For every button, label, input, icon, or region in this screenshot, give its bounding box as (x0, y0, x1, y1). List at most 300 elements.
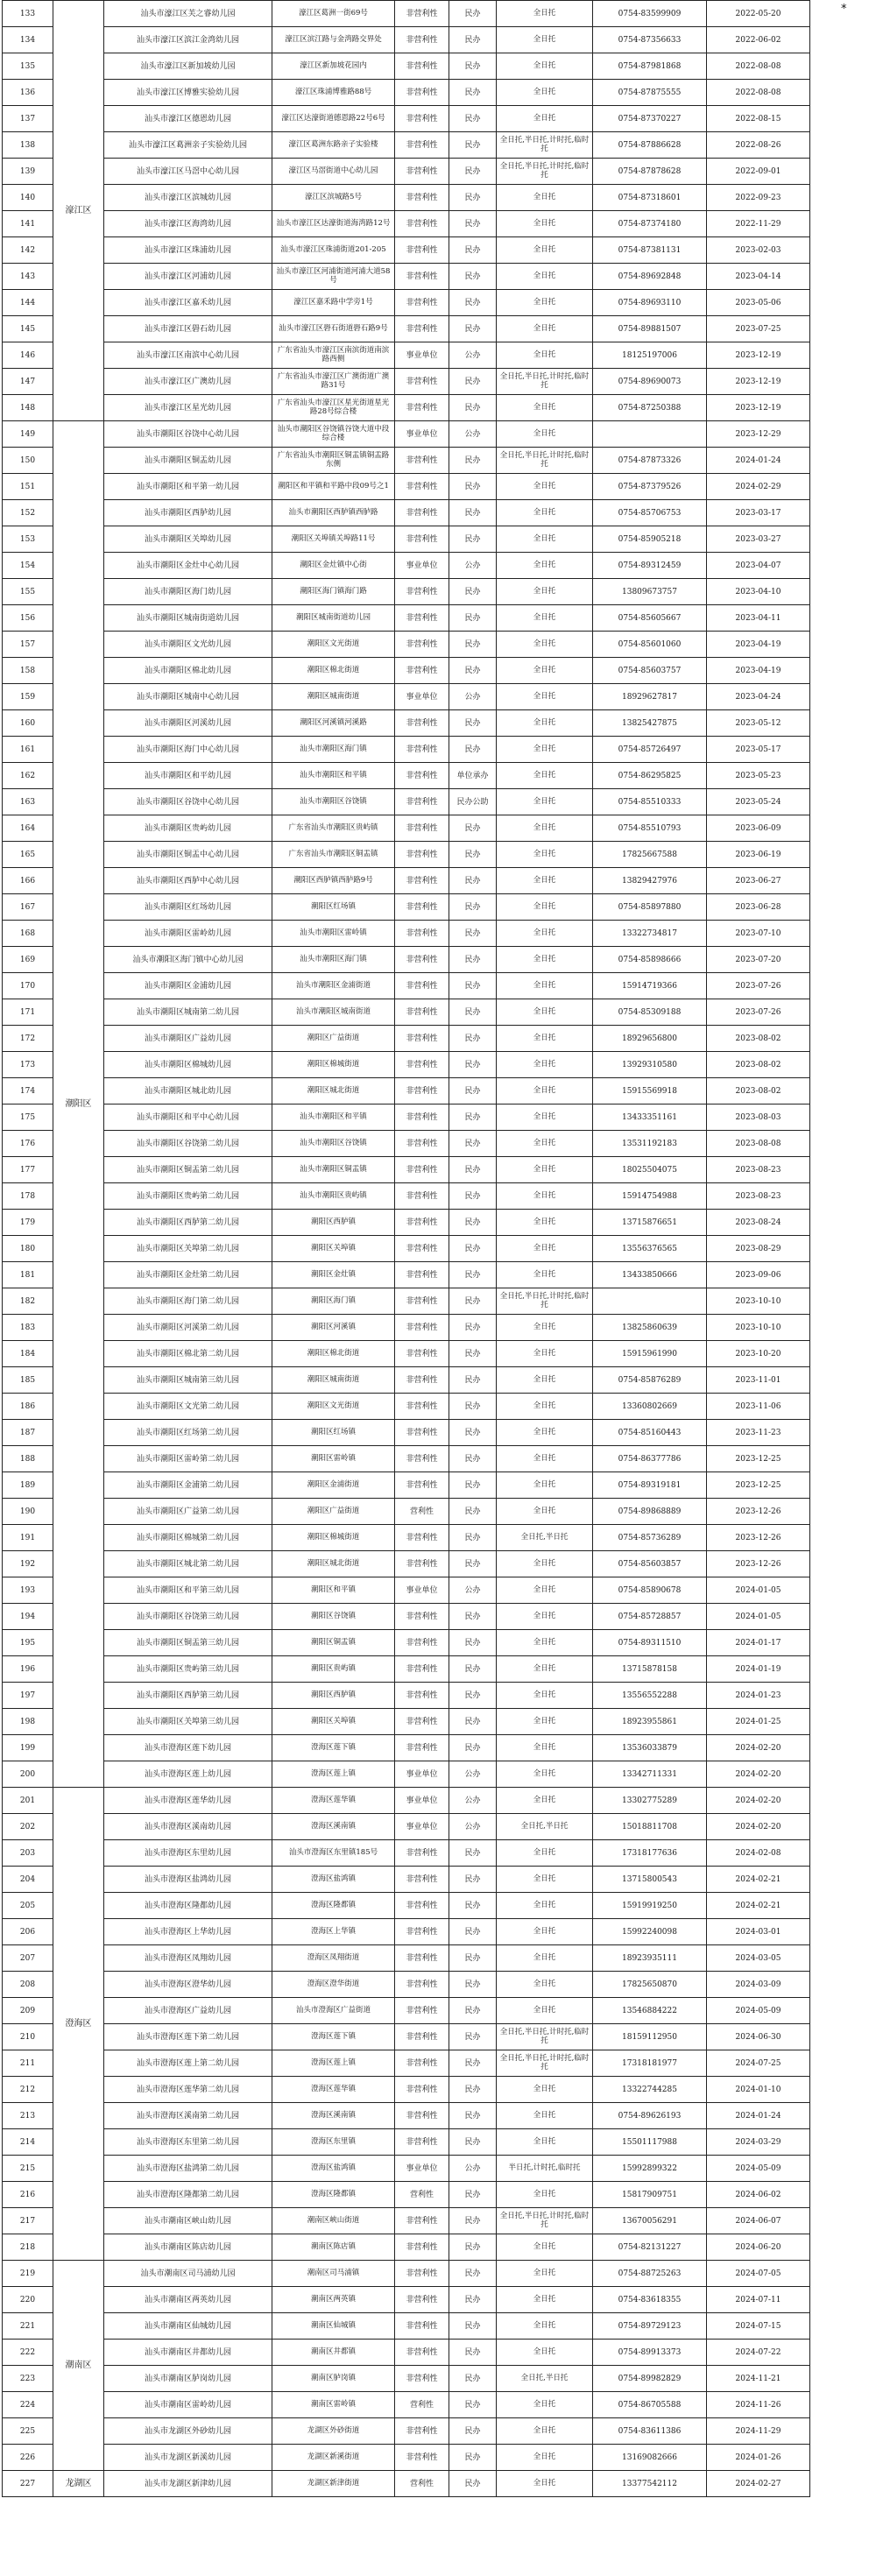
nature-cell: 非营利性 (395, 2287, 449, 2313)
table-row (3, 1499, 810, 1525)
kindergarten-name: 汕头市潮阳区关埠幼儿园 (104, 526, 272, 553)
kindergarten-name: 汕头市潮阳区城北幼儿园 (104, 1078, 272, 1105)
row-number: 161 (3, 737, 53, 763)
kindergarten-name: 汕头市潮南区仙城幼儿园 (104, 2313, 272, 2340)
date-cell: 2023-07-10 (707, 921, 810, 947)
phone-cell (593, 421, 707, 448)
row-number: 134 (3, 27, 53, 53)
type-cell: 民办 (449, 316, 497, 342)
date-cell: 2022-08-15 (707, 106, 810, 132)
nature-cell: 非营利性 (395, 1262, 449, 1288)
phone-cell: 15919919250 (593, 1893, 707, 1919)
address-cell: 潮阳区和平镇 (272, 1577, 395, 1604)
phone-cell: 17825667588 (593, 842, 707, 868)
kindergarten-name: 汕头市潮阳区铜盂中心幼儿园 (104, 842, 272, 868)
address-cell: 潮阳区西胪镇 (272, 1683, 395, 1709)
type-cell: 民办 (449, 973, 497, 999)
address-cell: 广东省汕头市濠江区广澳街道广澳路31号 (272, 369, 395, 395)
date-cell: 2023-10-20 (707, 1341, 810, 1367)
nature-cell: 非营利性 (395, 1183, 449, 1210)
date-cell: 2023-06-19 (707, 842, 810, 868)
type-cell: 民办 (449, 1157, 497, 1183)
kindergarten-name: 汕头市潮阳区西胪中心幼儿园 (104, 868, 272, 894)
row-number: 146 (3, 342, 53, 369)
kindergarten-name: 汕头市潮阳区城南街道幼儿园 (104, 605, 272, 632)
address-cell: 潮阳区城南街道幼儿园 (272, 605, 395, 632)
phone-cell: 15992240098 (593, 1919, 707, 1945)
kindergarten-name: 汕头市澄海区盐鸿幼儿园 (104, 1867, 272, 1893)
date-cell: 2023-05-06 (707, 290, 810, 316)
type-cell: 民办 (449, 999, 497, 1026)
table-row (3, 605, 810, 632)
row-number: 155 (3, 579, 53, 605)
date-cell: 2024-01-05 (707, 1577, 810, 1604)
type-cell: 民办 (449, 132, 497, 159)
table-row (3, 264, 810, 290)
nature-cell: 非营利性 (395, 2313, 449, 2340)
table-row (3, 1341, 810, 1367)
kindergarten-name: 汕头市潮阳区谷饶中心幼儿园 (104, 421, 272, 448)
row-number: 226 (3, 2445, 53, 2471)
kindergarten-name: 汕头市澄海区隆都第二幼儿园 (104, 2182, 272, 2208)
date-cell: 2024-01-23 (707, 1683, 810, 1709)
table-row (3, 684, 810, 710)
phone-cell: 0754-87250388 (593, 395, 707, 421)
phone-cell: 0754-87370227 (593, 106, 707, 132)
type-cell: 民办 (449, 1893, 497, 1919)
phone-cell: 18929627817 (593, 684, 707, 710)
table-row (3, 1420, 810, 1446)
nature-cell: 非营利性 (395, 2103, 449, 2129)
service-cell: 全日托 (497, 1577, 593, 1604)
kindergarten-name: 汕头市潮阳区贵屿第二幼儿园 (104, 1183, 272, 1210)
district-cell: 澄海区 (53, 1788, 104, 2261)
row-number: 208 (3, 1972, 53, 1998)
table-row (3, 1105, 810, 1131)
phone-cell: 18159112950 (593, 2024, 707, 2050)
type-cell: 民办 (449, 2471, 497, 2497)
kindergarten-name: 汕头市龙湖区新溪幼儿园 (104, 2445, 272, 2471)
phone-cell: 13536033879 (593, 1735, 707, 1761)
nature-cell: 非营利性 (395, 999, 449, 1026)
phone-cell: 0754-87318601 (593, 185, 707, 211)
service-cell: 全日托 (497, 1735, 593, 1761)
nature-cell: 非营利性 (395, 632, 449, 658)
phone-cell: 13715878158 (593, 1656, 707, 1683)
row-number: 139 (3, 159, 53, 185)
table-row (3, 80, 810, 106)
row-number: 169 (3, 947, 53, 973)
nature-cell: 非营利性 (395, 1972, 449, 1998)
row-number: 172 (3, 1026, 53, 1052)
row-number: 215 (3, 2156, 53, 2182)
kindergarten-name: 汕头市澄海区隆都幼儿园 (104, 1893, 272, 1919)
address-cell: 广东省汕头市潮阳区铜盂镇 (272, 842, 395, 868)
phone-cell: 13809673757 (593, 579, 707, 605)
service-cell: 全日托 (497, 553, 593, 579)
kindergarten-name: 汕头市潮阳区海门镇中心幼儿园 (104, 947, 272, 973)
date-cell: 2023-06-27 (707, 868, 810, 894)
row-number: 142 (3, 237, 53, 264)
kindergarten-name: 汕头市澄海区莲上幼儿园 (104, 1761, 272, 1788)
service-cell: 全日托 (497, 395, 593, 421)
type-cell: 民办 (449, 290, 497, 316)
type-cell: 民办 (449, 106, 497, 132)
nature-cell: 非营利性 (395, 185, 449, 211)
kindergarten-name: 汕头市濠江区珠浦幼儿园 (104, 237, 272, 264)
date-cell: 2023-08-02 (707, 1078, 810, 1105)
nature-cell: 非营利性 (395, 1105, 449, 1131)
kindergarten-name: 汕头市潮阳区和平中心幼儿园 (104, 1105, 272, 1131)
date-cell: 2024-03-09 (707, 1972, 810, 1998)
kindergarten-name: 汕头市潮阳区城南中心幼儿园 (104, 684, 272, 710)
table-row (3, 632, 810, 658)
service-cell: 全日托,半日托,计时托,临时托 (497, 2050, 593, 2077)
kindergarten-name: 汕头市潮阳区广益第二幼儿园 (104, 1499, 272, 1525)
phone-cell: 0754-86377786 (593, 1446, 707, 1472)
kindergarten-name: 汕头市潮阳区棉城幼儿园 (104, 1052, 272, 1078)
phone-cell: 0754-85706753 (593, 500, 707, 526)
type-cell: 民办 (449, 369, 497, 395)
table-row (3, 369, 810, 395)
nature-cell: 非营利性 (395, 132, 449, 159)
date-cell: 2023-12-26 (707, 1551, 810, 1577)
service-cell: 全日托 (497, 1604, 593, 1630)
phone-cell: 15817909751 (593, 2182, 707, 2208)
type-cell: 民办 (449, 2287, 497, 2313)
phone-cell: 13360802669 (593, 1394, 707, 1420)
phone-cell: 13825427875 (593, 710, 707, 737)
date-cell: 2023-12-26 (707, 1499, 810, 1525)
nature-cell: 非营利性 (395, 2234, 449, 2261)
row-number: 150 (3, 448, 53, 474)
service-cell: 全日托 (497, 1919, 593, 1945)
address-cell: 汕头市潮阳区海门镇 (272, 947, 395, 973)
nature-cell: 非营利性 (395, 2208, 449, 2234)
service-cell: 全日托 (497, 53, 593, 80)
row-number: 138 (3, 132, 53, 159)
phone-cell: 18025504075 (593, 1157, 707, 1183)
phone-cell: 0754-83611386 (593, 2418, 707, 2445)
row-number: 180 (3, 1236, 53, 1262)
kindergarten-name: 汕头市澄海区莲华幼儿园 (104, 1788, 272, 1814)
table-row (3, 2471, 810, 2497)
kindergarten-name: 汕头市潮阳区铜盂第二幼儿园 (104, 1157, 272, 1183)
table-row (3, 2313, 810, 2340)
service-cell: 全日托 (497, 80, 593, 106)
phone-cell: 0754-87886628 (593, 132, 707, 159)
service-cell: 全日托 (497, 815, 593, 842)
phone-cell: 0754-88725263 (593, 2261, 707, 2287)
nature-cell: 非营利性 (395, 842, 449, 868)
table-row (3, 2392, 810, 2418)
type-cell: 民办 (449, 500, 497, 526)
service-cell: 全日托,半日托,计时托,临时托 (497, 159, 593, 185)
phone-cell: 18125197006 (593, 342, 707, 369)
kindergarten-name: 汕头市濠江区博雅实验幼儿园 (104, 80, 272, 106)
date-cell: 2024-02-21 (707, 1867, 810, 1893)
table-row (3, 1998, 810, 2024)
row-number: 188 (3, 1446, 53, 1472)
address-cell: 潮阳区文光街道 (272, 632, 395, 658)
service-cell: 全日托 (497, 684, 593, 710)
table-row (3, 1814, 810, 1840)
date-cell: 2024-07-22 (707, 2340, 810, 2366)
nature-cell: 非营利性 (395, 237, 449, 264)
type-cell: 民办 (449, 395, 497, 421)
phone-cell: 0754-86705588 (593, 2392, 707, 2418)
service-cell: 全日托 (497, 921, 593, 947)
date-cell: 2024-07-15 (707, 2313, 810, 2340)
nature-cell: 非营利性 (395, 763, 449, 789)
row-number: 152 (3, 500, 53, 526)
service-cell: 全日托 (497, 237, 593, 264)
phone-cell: 18929656800 (593, 1026, 707, 1052)
kindergarten-name: 汕头市潮南区两英幼儿园 (104, 2287, 272, 2313)
phone-cell: 0754-89692848 (593, 264, 707, 290)
date-cell: 2024-03-05 (707, 1945, 810, 1972)
date-cell: 2023-07-26 (707, 973, 810, 999)
kindergarten-name: 汕头市濠江区滨城幼儿园 (104, 185, 272, 211)
table-row (3, 106, 810, 132)
table-row (3, 2024, 810, 2050)
address-cell: 潮阳区河溪镇河溪路 (272, 710, 395, 737)
nature-cell: 营利性 (395, 2392, 449, 2418)
service-cell: 全日托,半日托 (497, 1525, 593, 1551)
address-cell: 潮南区仙城镇 (272, 2313, 395, 2340)
type-cell: 民办 (449, 1078, 497, 1105)
type-cell: 民办 (449, 1867, 497, 1893)
nature-cell: 非营利性 (395, 80, 449, 106)
address-cell: 濠江区新加坡花园内 (272, 53, 395, 80)
address-cell: 汕头市濠江区礐石街道礐石路9号 (272, 316, 395, 342)
service-cell: 全日托 (497, 1157, 593, 1183)
nature-cell: 非营利性 (395, 2129, 449, 2156)
row-number: 177 (3, 1157, 53, 1183)
nature-cell: 事业单位 (395, 1761, 449, 1788)
service-cell: 全日托 (497, 842, 593, 868)
service-cell: 全日托,半日托 (497, 1814, 593, 1840)
service-cell: 全日托 (497, 2261, 593, 2287)
nature-cell: 非营利性 (395, 159, 449, 185)
kindergarten-name: 汕头市潮南区陈店幼儿园 (104, 2234, 272, 2261)
nature-cell: 非营利性 (395, 1394, 449, 1420)
kindergarten-name: 汕头市潮阳区贵屿第三幼儿园 (104, 1656, 272, 1683)
kindergarten-name: 汕头市澄海区东里幼儿园 (104, 1840, 272, 1867)
date-cell: 2024-01-10 (707, 2077, 810, 2103)
kindergarten-name: 汕头市潮阳区红场第二幼儿园 (104, 1420, 272, 1446)
type-cell: 民办 (449, 815, 497, 842)
nature-cell: 非营利性 (395, 290, 449, 316)
service-cell: 全日托 (497, 421, 593, 448)
phone-cell: 17318181977 (593, 2050, 707, 2077)
nature-cell: 非营利性 (395, 448, 449, 474)
service-cell: 全日托 (497, 2340, 593, 2366)
phone-cell: 0754-85905218 (593, 526, 707, 553)
date-cell: 2022-08-08 (707, 80, 810, 106)
service-cell: 全日托 (497, 185, 593, 211)
phone-cell: 0754-85309188 (593, 999, 707, 1026)
service-cell: 全日托 (497, 1840, 593, 1867)
address-cell: 澄海区盐鸿镇 (272, 1867, 395, 1893)
kindergarten-name: 汕头市潮南区雷岭幼儿园 (104, 2392, 272, 2418)
type-cell: 民办 (449, 579, 497, 605)
service-cell: 全日托 (497, 1131, 593, 1157)
phone-cell: 0754-85510333 (593, 789, 707, 815)
nature-cell: 非营利性 (395, 1157, 449, 1183)
phone-cell: 0754-89319181 (593, 1472, 707, 1499)
nature-cell: 非营利性 (395, 1420, 449, 1446)
row-number: 191 (3, 1525, 53, 1551)
phone-cell: 0754-89690073 (593, 369, 707, 395)
row-number: 145 (3, 316, 53, 342)
row-number: 187 (3, 1420, 53, 1446)
row-number: 222 (3, 2340, 53, 2366)
nature-cell: 非营利性 (395, 2024, 449, 2050)
address-cell: 广东省汕头市濠江区星光街道星光路28号综合楼 (272, 395, 395, 421)
nature-cell: 非营利性 (395, 1604, 449, 1630)
row-number: 175 (3, 1105, 53, 1131)
nature-cell: 非营利性 (395, 894, 449, 921)
phone-cell: 0754-89312459 (593, 553, 707, 579)
phone-cell: 13929310580 (593, 1052, 707, 1078)
service-cell: 全日托 (497, 106, 593, 132)
nature-cell: 非营利性 (395, 500, 449, 526)
kindergarten-name: 汕头市潮阳区关埠第三幼儿园 (104, 1709, 272, 1735)
service-cell: 全日托 (497, 1078, 593, 1105)
service-cell: 全日托 (497, 1551, 593, 1577)
address-cell: 龙湖区新津街道 (272, 2471, 395, 2497)
phone-cell: 0754-85605667 (593, 605, 707, 632)
type-cell: 民办 (449, 2234, 497, 2261)
date-cell: 2024-03-29 (707, 2129, 810, 2156)
service-cell: 全日托 (497, 1341, 593, 1367)
service-cell: 全日托 (497, 947, 593, 973)
kindergarten-name: 汕头市潮阳区棉城第二幼儿园 (104, 1525, 272, 1551)
date-cell: 2023-11-01 (707, 1367, 810, 1394)
phone-cell: 0754-86295825 (593, 763, 707, 789)
phone-cell: 0754-85603857 (593, 1551, 707, 1577)
type-cell: 公办 (449, 2156, 497, 2182)
service-cell: 全日托 (497, 1972, 593, 1998)
service-cell: 全日托 (497, 290, 593, 316)
date-cell: 2023-04-19 (707, 632, 810, 658)
date-cell: 2024-01-05 (707, 1604, 810, 1630)
row-number: 213 (3, 2103, 53, 2129)
phone-cell: 13546884222 (593, 1998, 707, 2024)
address-cell: 濠江区马滘街道中心幼儿园 (272, 159, 395, 185)
row-number: 216 (3, 2182, 53, 2208)
nature-cell: 非营利性 (395, 1919, 449, 1945)
phone-cell: 15914754988 (593, 1183, 707, 1210)
type-cell: 民办 (449, 2392, 497, 2418)
address-cell: 澄海区澄华街道 (272, 1972, 395, 1998)
row-number: 214 (3, 2129, 53, 2156)
phone-cell: 17318177636 (593, 1840, 707, 1867)
nature-cell: 非营利性 (395, 973, 449, 999)
date-cell: 2023-09-06 (707, 1262, 810, 1288)
service-cell: 全日托 (497, 737, 593, 763)
table-row (3, 921, 810, 947)
date-cell: 2023-12-25 (707, 1446, 810, 1472)
address-cell: 潮南区司马浦镇 (272, 2261, 395, 2287)
row-number: 203 (3, 1840, 53, 1867)
nature-cell: 非营利性 (395, 815, 449, 842)
row-number: 186 (3, 1394, 53, 1420)
nature-cell: 事业单位 (395, 421, 449, 448)
nature-cell: 非营利性 (395, 1078, 449, 1105)
nature-cell: 非营利性 (395, 1315, 449, 1341)
type-cell: 民办 (449, 1131, 497, 1157)
kindergarten-name: 汕头市濠江区德恩幼儿园 (104, 106, 272, 132)
row-number: 149 (3, 421, 53, 448)
phone-cell: 15018811708 (593, 1814, 707, 1840)
service-cell: 全日托,半日托,计时托,临时托 (497, 448, 593, 474)
table-row (3, 342, 810, 369)
address-cell: 潮阳区河溪镇 (272, 1315, 395, 1341)
service-cell: 全日托 (497, 1788, 593, 1814)
nature-cell: 非营利性 (395, 1840, 449, 1867)
nature-cell: 非营利性 (395, 1945, 449, 1972)
row-number: 171 (3, 999, 53, 1026)
row-number: 205 (3, 1893, 53, 1919)
date-cell: 2023-04-19 (707, 658, 810, 684)
kindergarten-name: 汕头市潮阳区谷饶中心幼儿园 (104, 789, 272, 815)
address-cell: 澄海区盐鸿镇 (272, 2156, 395, 2182)
nature-cell: 营利性 (395, 2182, 449, 2208)
row-number: 201 (3, 1788, 53, 1814)
table-row (3, 999, 810, 1026)
row-number: 182 (3, 1288, 53, 1315)
service-cell: 全日托 (497, 500, 593, 526)
table-row (3, 1867, 810, 1893)
date-cell: 2022-08-26 (707, 132, 810, 159)
phone-cell: 0754-87379526 (593, 474, 707, 500)
type-cell: 民办 (449, 1262, 497, 1288)
kindergarten-name: 汕头市潮阳区西胪第二幼儿园 (104, 1210, 272, 1236)
type-cell: 公办 (449, 342, 497, 369)
service-cell: 全日托 (497, 1446, 593, 1472)
nature-cell: 营利性 (395, 2471, 449, 2497)
service-cell: 全日托 (497, 1315, 593, 1341)
nature-cell: 非营利性 (395, 921, 449, 947)
type-cell: 民办 (449, 921, 497, 947)
table-row (3, 710, 810, 737)
type-cell: 民办 (449, 2077, 497, 2103)
nature-cell: 事业单位 (395, 342, 449, 369)
row-number: 143 (3, 264, 53, 290)
date-cell: 2023-08-24 (707, 1210, 810, 1236)
phone-cell: 13342711331 (593, 1761, 707, 1788)
row-number: 209 (3, 1998, 53, 2024)
row-number: 173 (3, 1052, 53, 1078)
address-cell: 澄海区凤翔街道 (272, 1945, 395, 1972)
date-cell: 2023-08-03 (707, 1105, 810, 1131)
phone-cell: 0754-83599909 (593, 1, 707, 27)
table-row (3, 737, 810, 763)
type-cell: 民办 (449, 1105, 497, 1131)
row-number: 178 (3, 1183, 53, 1210)
phone-cell: 0754-87873326 (593, 448, 707, 474)
kindergarten-name: 汕头市潮阳区贵屿幼儿园 (104, 815, 272, 842)
table-row (3, 448, 810, 474)
phone-cell: 0754-89913373 (593, 2340, 707, 2366)
phone-cell: 0754-85510793 (593, 815, 707, 842)
row-number: 194 (3, 1604, 53, 1630)
phone-cell: 0754-89729123 (593, 2313, 707, 2340)
address-cell: 澄海区莲下镇 (272, 1735, 395, 1761)
row-number: 196 (3, 1656, 53, 1683)
